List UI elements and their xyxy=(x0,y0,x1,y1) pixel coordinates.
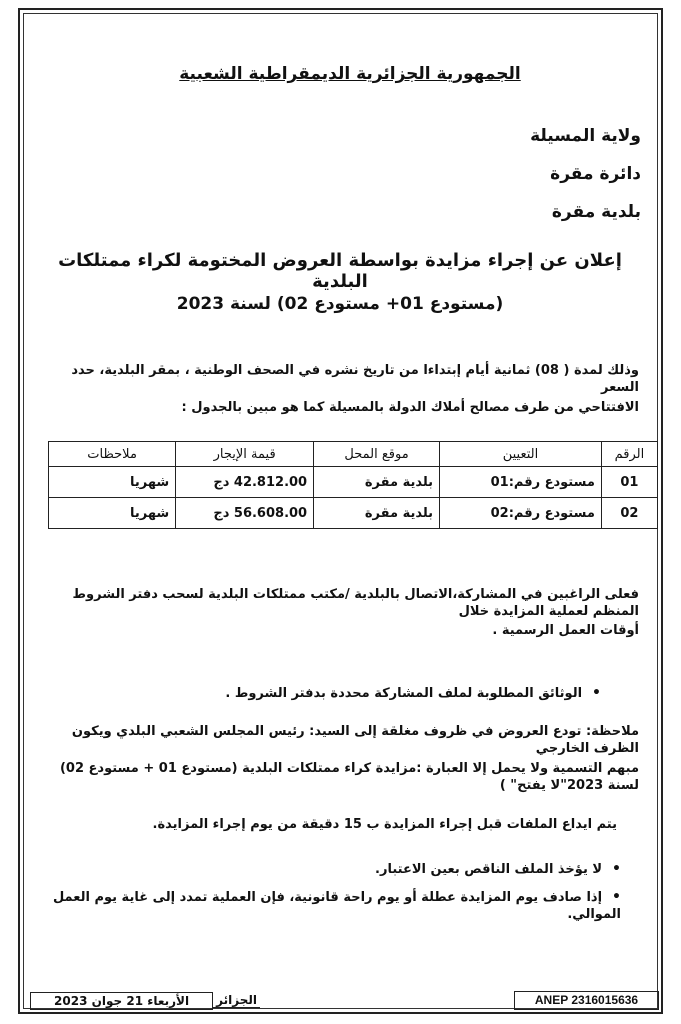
row-rent-value: 56.608.00 دج xyxy=(176,498,314,529)
header-designation: التعيين xyxy=(440,442,602,467)
row-number: 02 xyxy=(601,498,657,529)
row-designation: مستودع رقم:01 xyxy=(440,467,602,498)
intro-line-2: الافتتاحي من طرف مصالح أملاك الدولة بالمسيلة كما هو مبين بالجدول : xyxy=(181,400,639,415)
documents-bullet: • الوثائق المطلوبة لملف المشاركة محددة بدفتر الشروط . xyxy=(40,684,601,703)
participation-line-1: فعلى الراغبين في المشاركة،الاتصال بالبلدية /مكتب ممتلكات البلدية لسحب دفتر الشروط المنظم لعملية المزايدة خلال xyxy=(72,587,639,619)
announcement-subtitle: (مستودع 01+ مستودع 02) لسنة 2023 xyxy=(176,294,504,314)
header-number: الرقم xyxy=(601,442,657,467)
row-designation: مستودع رقم:02 xyxy=(440,498,602,529)
bullet-holiday-extension: • إذا صادف يوم المزايدة عطلة أو يوم راحة قانونية، فإن العملية تمدد إلى غاية يوم العمل الموالي. xyxy=(40,888,621,924)
note-line-1: ملاحظة: تودع العروض في ظروف مغلقة إلى السيد: رئيس المجلس الشعبي البلدي ويكون الظرف الخارجي xyxy=(71,724,639,756)
note-line-2: مبهم التسمية ولا يحمل إلا العبارة :مزايدة كراء ممتلكات البلدية (مستودع 01 + مستودع 02) لسنة 2023"لا يفتح" ) xyxy=(59,761,639,793)
row-rent-value: 42.812.00 دج xyxy=(176,467,314,498)
row-location: بلدية مقرة xyxy=(314,467,440,498)
bullet-incomplete-file: • لا يؤخذ الملف الناقص بعين الاعتبار. xyxy=(40,860,621,879)
newspaper-name: الجزائر xyxy=(213,993,260,1008)
row-notes: شهريا xyxy=(49,498,176,529)
publication-date: الأربعاء 21 جوان 2023 xyxy=(30,992,213,1010)
header-rent-value: قيمة الإيجار xyxy=(176,442,314,467)
daira-label: دائرة مقرة xyxy=(550,164,641,184)
footer-publication xyxy=(30,991,260,1010)
republic-heading: الجمهورية الجزائرية الديمقراطية الشعبية xyxy=(179,64,521,84)
header-location: موقع المحل xyxy=(314,442,440,467)
intro-line-1: وذلك لمدة ( 08) ثمانية أيام إبتداءا من تاريخ نشره في الصحف الوطنية ، بمقر البلدية، حدد السعر xyxy=(71,363,639,395)
participation-line-2: أوقات العمل الرسمية . xyxy=(492,623,639,638)
table-header-row xyxy=(49,442,658,467)
wilaya-label: ولاية المسيلة xyxy=(530,126,641,146)
anep-reference: ANEP 2316015636 xyxy=(514,991,659,1010)
row-number: 01 xyxy=(601,467,657,498)
table-row xyxy=(49,498,658,529)
rental-table xyxy=(48,441,658,529)
row-location: بلدية مقرة xyxy=(314,498,440,529)
baladia-label: بلدية مقرة xyxy=(551,202,641,222)
deposit-text: يتم ايداع الملفات قبل إجراء المزايدة ب 15 دقيقة من يوم إجراء المزايدة. xyxy=(152,817,617,832)
table-row xyxy=(49,467,658,498)
announcement-title: إعلان عن إجراء مزايدة بواسطة العروض المختومة لكراء ممتلكات البلدية xyxy=(58,250,622,292)
row-notes: شهريا xyxy=(49,467,176,498)
header-notes: ملاحظات xyxy=(49,442,176,467)
